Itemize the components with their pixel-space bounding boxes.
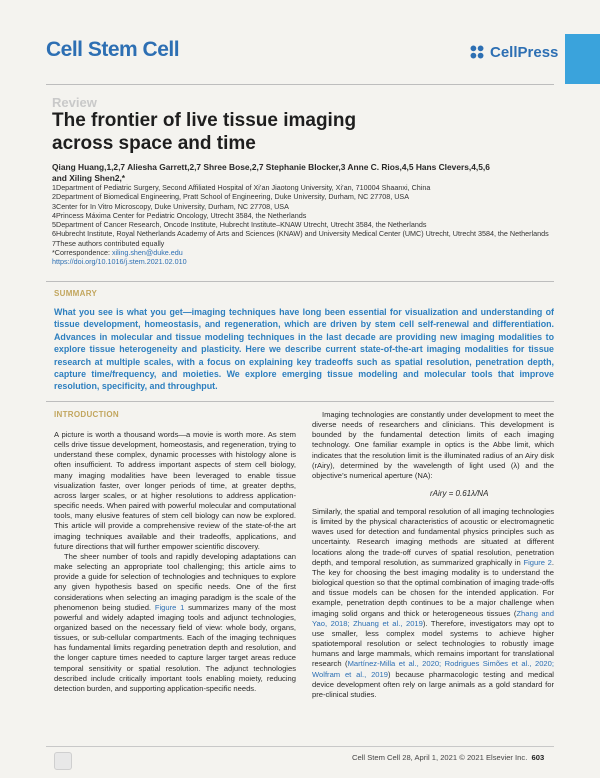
intro-paragraph-4 — [312, 507, 554, 700]
affiliation: 3Center for In Vitro Microscopy, Duke University, Durham, NC 27708, USA — [52, 201, 289, 211]
intro-divider — [46, 401, 554, 402]
article-title — [52, 109, 472, 155]
summary-text: What you see is what you get—imaging techniques have long been essential for visualization and understanding of tissue development, homeostasis, and regeneration, which are driven by stem cell self-renewal and differentiation. Advances in molecular and tissue modeling techniques in the last decade are providing new imaging modalities to explore tissue heterogeneity and plasticity. Here we describe current state-of-the-art imaging modalities for tissue research at multiple scales, with a focus on explaining key tradeoffs such as spatial resolution, penetration depth, capture time/frequency, and moieties. We explore emerging tissue modeling and molecular tools that improve resolution, specificity, and throughput. — [54, 307, 554, 392]
summary-divider — [46, 281, 554, 282]
citation-link[interactable]: Zhang and Yao, 2018; Zhuang et al., 2019 — [312, 608, 554, 628]
footer-divider — [46, 746, 554, 747]
affiliation: 5Department of Cancer Research, Oncode Institute, Hubrecht Institute–KNAW Utrecht, Utrecht 3584, the Netherlands — [52, 220, 427, 230]
section-tab — [565, 34, 600, 84]
affiliations — [52, 183, 562, 267]
publisher-name: CellPress — [490, 43, 559, 61]
publisher-logo — [468, 43, 558, 61]
correspondence-email-link[interactable]: xiling.shen@duke.edu — [111, 248, 183, 258]
summary-heading: SUMMARY — [54, 289, 98, 298]
paragraph-text: . The key for choosing the best imaging modality is to understand the biological question so that the optimal combination of imaging trade-offs and tissue models can be chosen for the intended application. For example, penetration depth continues to be a major challenge when imaging solid organs and thick or heterogeneous tissues ( — [312, 557, 554, 618]
affiliation: 1Department of Pediatric Surgery, Second Affiliated Hospital of Xi’an Jiaotong University, Xi’an, 710004 Shaanxi, China — [52, 183, 431, 192]
doi-link[interactable]: https://doi.org/10.1016/j.stem.2021.02.010 — [52, 257, 187, 267]
affiliation: 6Hubrecht Institute, Royal Netherlands Academy of Arts and Sciences (KNAW) and University Medical Center (UMC) Utrecht, Utrecht 3584, the Netherlands — [52, 229, 549, 239]
figure-1-link[interactable]: Figure 1 — [154, 602, 185, 612]
intro-paragraph-2 — [54, 552, 296, 694]
affiliation: 2Department of Biomedical Engineering, Pratt School of Engineering, Duke University, Durham, NC 27708, USA — [52, 192, 410, 202]
paragraph-text: The sheer number of tools and rapidly developing adaptations can make selecting an appropriate tool challenging; this article aims to provide a guide for selection of technologies and techniques to explore any given hypothesis based on specific needs. One of the first considerations when selecting an imaging paradigm is the scale of the phenomenon being studied. — [54, 551, 296, 612]
authors-line: and Xiling Shen2,* — [52, 173, 126, 183]
abbe-formula: rAiry = 0.61λ/NA — [430, 489, 489, 498]
paragraph-text: ). Therefore, investigators may opt to use smaller, less complex model systems to achieve higher spatiotemporal resolution or select technologies to robustly image humans and large mammals, which remains important for translational research ( — [312, 618, 554, 669]
article-type: Review — [52, 95, 97, 110]
journal-name: Cell Stem Cell — [46, 38, 180, 61]
paragraph-text: Similarly, the spatial and temporal resolution of all imaging technologies is limited by the physical characteristics of acoustic or electromagnetic waves used for detection and fundamental physics principles such as uncertainty. Research imaging methods are situated at different locations along the trade-off curves of spatial resolution, penetration depth, and temporal resolution, as summarized graphically in — [312, 507, 554, 567]
page-number: 603 — [531, 753, 545, 762]
affiliation: 7These authors contributed equally — [52, 238, 165, 248]
authors-line: Qiang Huang,1,2,7 Aliesha Garrett,2,7 Shree Bose,2,7 Stephanie Blocker,3 Anne C. Rios,4,5 Hans Clevers,4,5,6 — [52, 162, 490, 172]
correspondence — [52, 248, 562, 257]
intro-paragraph-3: Imaging technologies are constantly under development to meet the diverse needs of researchers and clinicians. This development is bounded by the fundamental detection limits of each imaging technology. One familiar example in optics is the Abbe limit, which indicates that the resolution limit is the illuminated radius of an Airy disk (rAiry), determined by the wavelength of light used (λ) and the objective’s numerical aperture (NA): — [312, 410, 554, 480]
introduction-heading: INTRODUCTION — [54, 410, 119, 419]
affiliation: 4Princess Máxima Center for Pediatric Oncology, Utrecht 3584, the Netherlands — [52, 210, 307, 220]
check-for-updates-icon[interactable] — [54, 752, 72, 770]
paragraph-text: ) because pharmacologic testing and medical device development often rely on large animals as a gold standard for pre-clinical studies. — [312, 669, 554, 699]
right-column-bottom — [312, 507, 554, 700]
title-line: across space and time — [52, 133, 256, 154]
footer-copyright: © 2021 Elsevier Inc. — [459, 753, 528, 762]
intro-paragraph-1: A picture is worth a thousand words—a movie is worth more. As stem cells drive tissue development, homeostasis, and regeneration, trying to understand these complex, dynamic processes with histology alone is often insufficient. To address important aspects of stem cell biology, many imaging modalities have been leveraged to enable tissue visualization faster, over longer periods of time, at greater depths, across larger scales, or at higher resolutions to address application-specific needs. When paired with powerful molecular and computational tools, many elusive features of stem cell biology can now be explored. This article will provide a comprehensive review of the state-of-the art imaging techniques available and their tradeoffs, applications, and future directions that will further empower scientific discovery. — [54, 430, 296, 551]
citation-link[interactable]: Martínez-Milla et al., 2020; Rodrigues Simões et al., 2020; Wolfram et al., 2019 — [312, 659, 554, 679]
title-line: The frontier of live tissue imaging — [52, 110, 357, 131]
paragraph-text: summarizes many of the most powerful and widely adapted imaging tools and adjunct technologies, organized based on the necessary field of view: whole body, organs, tissues, or sub-cellular compartments. Each of the imaging techniques has fundamental limits regarding penetration depth and resolution, and the longer capture times needed to capture larger target areas reduce temporal sensitivity or spatial resolution. The adjunct technologies described include critically important tools enabling moiety, reducing detection burden, and supporting application-specific needs. — [54, 602, 296, 693]
left-column — [54, 430, 296, 694]
author-list — [52, 162, 552, 184]
correspondence-label: *Correspondence: — [52, 248, 112, 258]
right-column-top — [312, 410, 554, 481]
figure-2-link[interactable]: Figure 2 — [523, 557, 552, 567]
cellpress-logo-icon — [468, 43, 486, 61]
footer-journal: Cell Stem Cell 28, April 1, 2021 — [352, 753, 458, 762]
header-divider — [46, 84, 554, 85]
page-footer — [352, 753, 544, 762]
